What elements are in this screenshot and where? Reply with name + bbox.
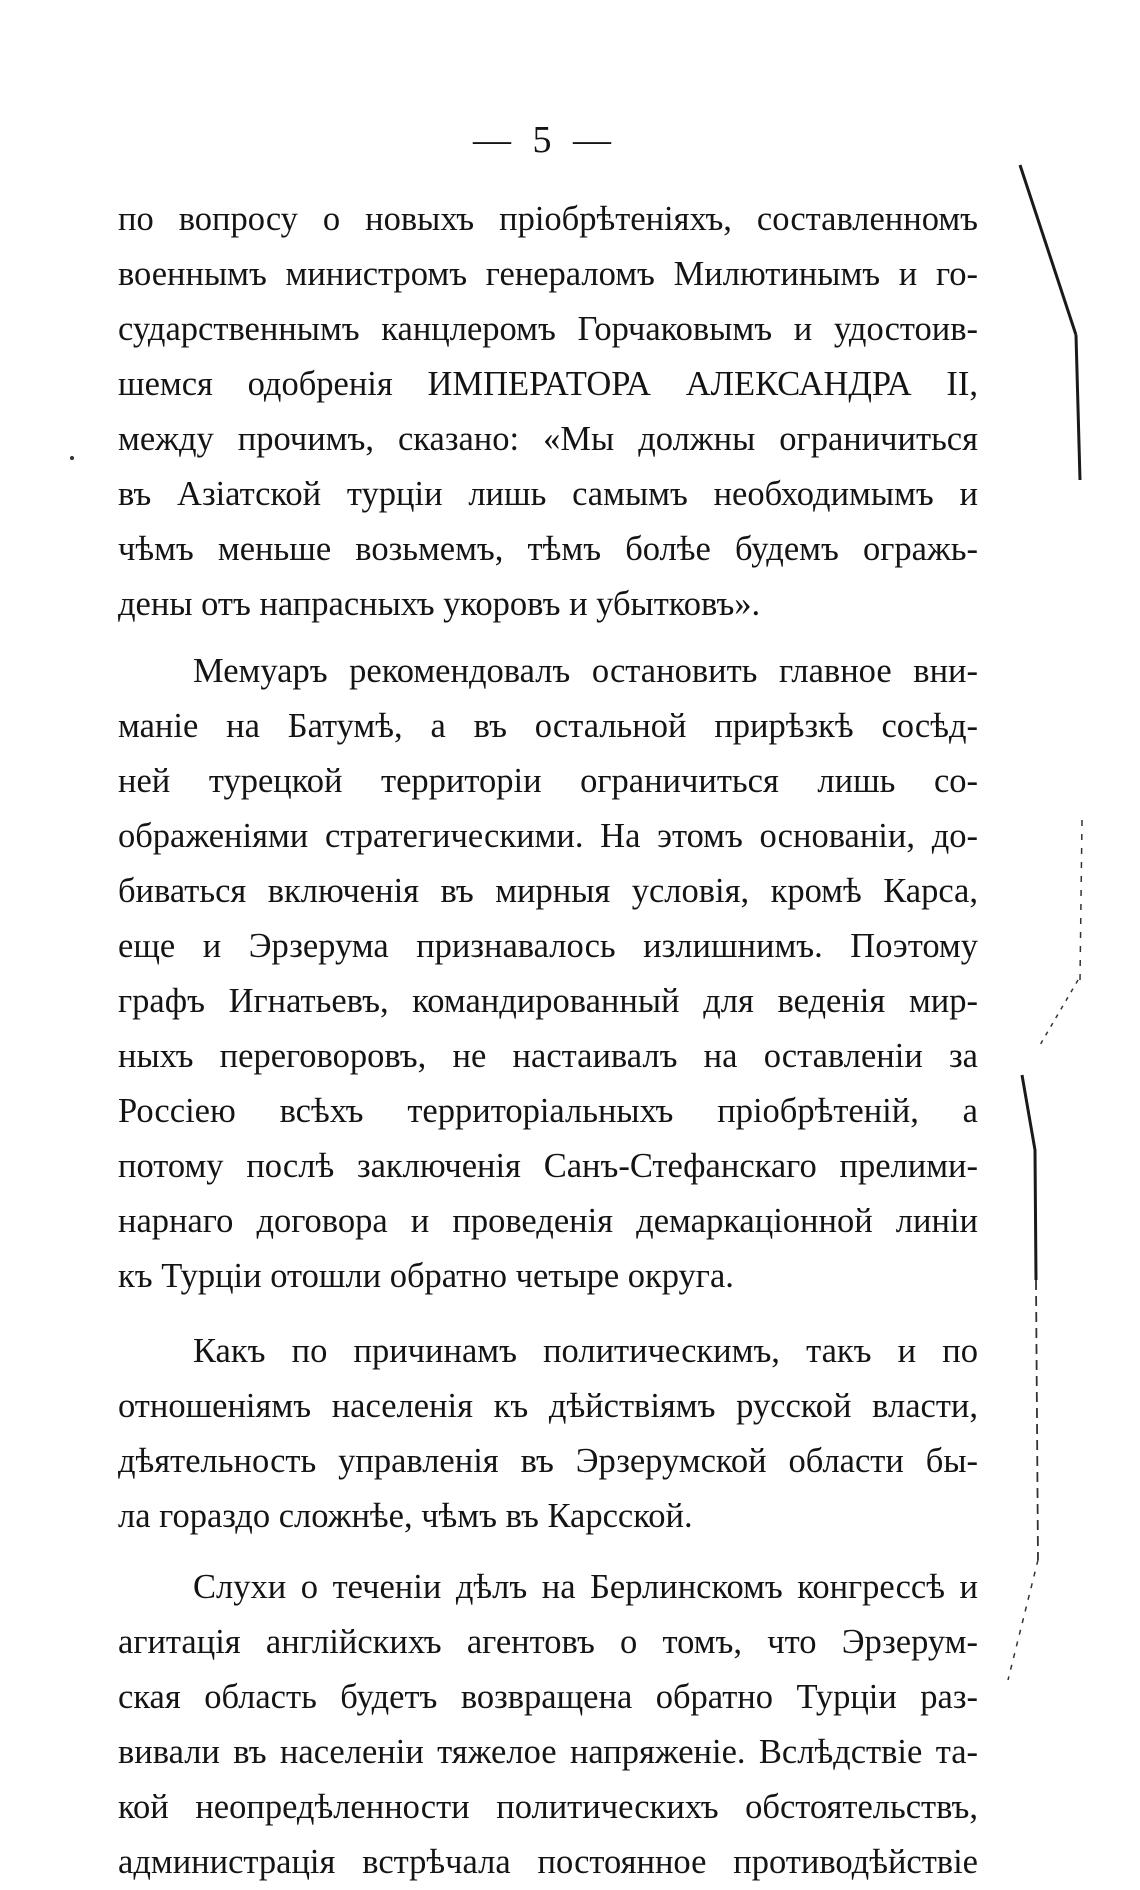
text-line: военнымъ министромъ генераломъ Милютинымъ и го- [118,255,978,293]
text-line: ныхъ переговоровъ, не настаивалъ на оставленіи за [118,1037,978,1075]
text-line: графъ Игнатьевъ, командированный для веденія мир- [118,982,978,1020]
text-line: кой неопредѣленности политическихъ обстоятельствъ, [118,1788,978,1826]
text-line: ображеніями стратегическими. На этомъ основаніи, до- [118,817,978,855]
text-line: ней турецкой территоріи ограничиться лишь со- [118,762,978,800]
text-line: ла гораздо сложнѣе, чѣмъ въ Карсской. [118,1497,693,1535]
text-line: Слухи о теченіи дѣлъ на Берлинскомъ конгрессѣ и [193,1568,978,1606]
text-line: по вопросу о новыхъ пріобрѣтеніяхъ, составленномъ [118,200,978,238]
paragraph-4 [118,1560,978,1890]
text-line: между прочимъ, сказано: «Мы должны ограничиться [118,420,978,458]
text-line: биваться включенія въ мирныя условія, кромѣ Карса, [118,872,978,910]
paragraph-1 [118,192,978,632]
text-line: еще и Эрзерума признавалось излишнимъ. Поэтому [118,927,978,965]
text-line: вивали въ населеніи тяжелое напряженіе. Вслѣдствіе та- [118,1733,978,1771]
text-line: администрація встрѣчала постоянное противодѣйствіе [118,1843,978,1881]
text-line: сударственнымъ канцлеромъ Горчаковымъ и удостоив- [118,310,978,348]
text-line: къ Турціи отошли обратно четыре округа. [118,1257,734,1295]
text-line: дѣятельность управленія въ Эрзерумской области бы- [118,1442,978,1480]
text-line: маніе на Батумѣ, а въ остальной прирѣзкѣ сосѣд- [118,707,978,745]
paragraph-2 [118,644,978,1304]
text-line: отношеніямъ населенія къ дѣйствіямъ русской власти, [118,1387,978,1425]
text-line: чѣмъ меньше возьмемъ, тѣмъ болѣе будемъ огражь- [118,530,978,568]
text-line: шемся одобренія ИМПЕРАТОРА АЛЕКСАНДРА II, [118,365,978,403]
body-text [118,192,978,1890]
text-line: агитація англійскихъ агентовъ о томъ, что Эрзерум- [118,1623,978,1661]
page-number: — 5 — [473,119,617,161]
text-line: Россіею всѣхъ территоріальныхъ пріобрѣтеній, а [118,1092,978,1130]
text-line: въ Азіатской турціи лишь самымъ необходимымъ и [118,475,978,513]
text-line: дены отъ напрасныхъ укоровъ и убытковъ». [118,585,761,623]
text-line: потому послѣ заключенія Санъ-Стефанскаго прелими- [118,1147,978,1185]
text-line: нарнаго договора и проведенія демаркаціонной линіи [118,1202,978,1240]
paragraph-3 [118,1324,978,1544]
text-line: Мемуаръ рекомендовалъ остановить главное вни- [193,652,978,690]
text-line: Какъ по причинамъ политическимъ, такъ и по [193,1332,978,1370]
text-line: ская область будетъ возвращена обратно Турціи раз- [118,1678,978,1716]
